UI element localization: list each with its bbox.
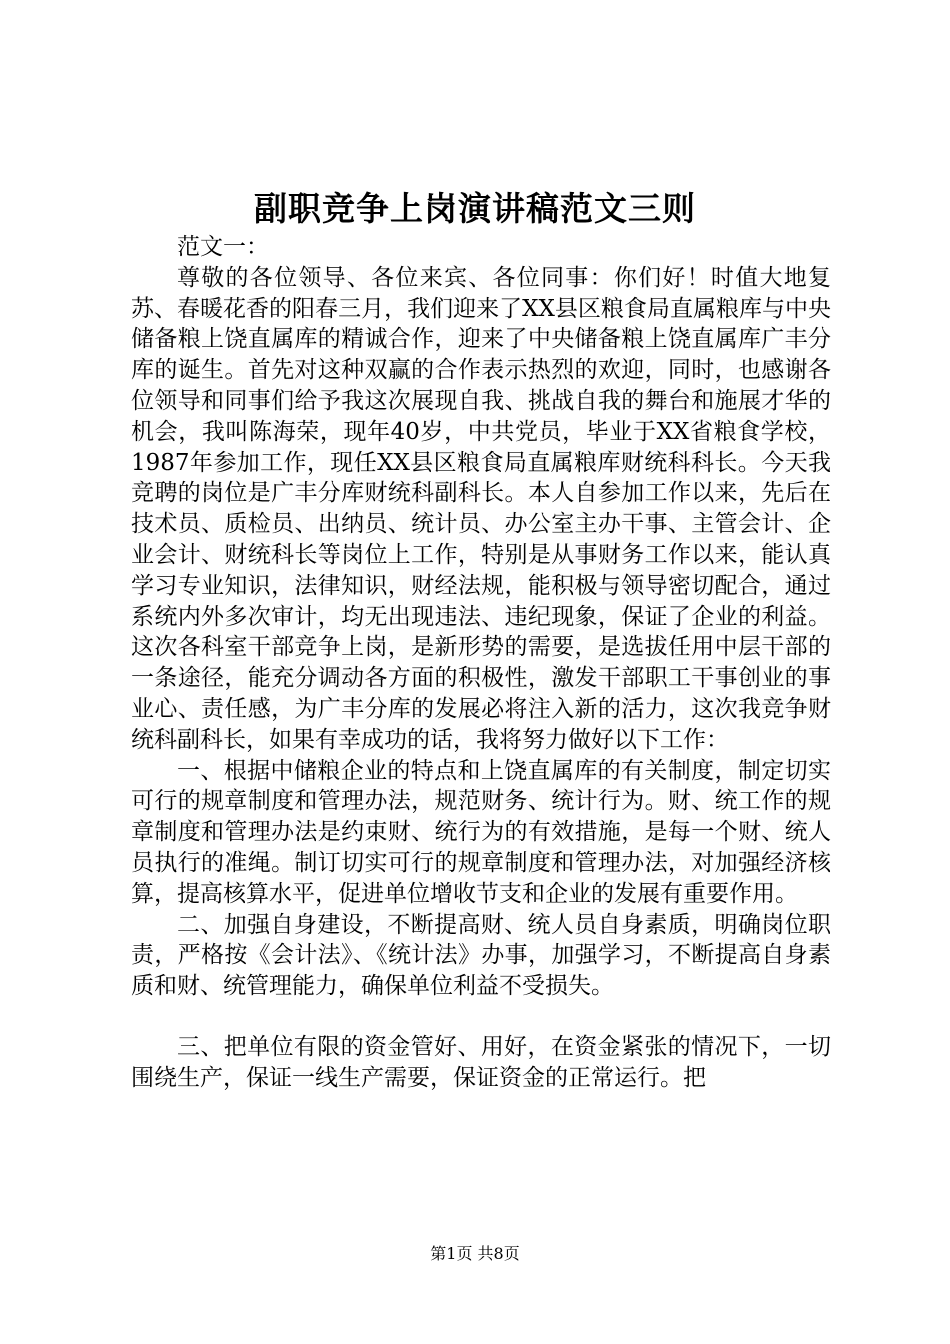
paragraph-point-one: 一、根据中储粮企业的特点和上饶直属库的有关制度，制定切实可行的规章制度和管理办法，规范财务、统计行为。财、统工作的规章制度和管理办法是约束财、统行为的有效措施，是每一个财、统人员执行的准绳。制订切实可行的规章制度和管理办法，对加强经济核算，提高核算水平，促进单位增收节支和企业的发展有重要作用。 <box>131 757 831 907</box>
paragraph-point-two: 二、加强自身建设，不断提高财、统人员自身素质，明确岗位职责，严格按《会计法》、《统计法》办事，加强学习，不断提高自身素质和财、统管理能力，确保单位利益不受损失。 <box>131 911 831 1000</box>
paragraph-intro: 尊敬的各位领导、各位来宾、各位同事：你们好！时值大地复苏、春暖花香的阳春三月，我们迎来了XX县区粮食局直属粮库与中央储备粮上饶直属库的精诚合作，迎来了中央储备粮上饶直属库广丰分库的诞生。首先对这种双赢的合作表示热烈的欢迎，同时，也感谢各位领导和同事们给予我这次展现自我、挑战自我的舞台和施展才华的机会，我叫陈海荣，现年40岁，中共党员，毕业于XX省粮食学校，1987年参加工作，现任XX县区粮食局直属粮库财统科科长。今天我竞聘的岗位是广丰分库财统科副科长。本人自参加工作以来，先后在技术员、质检员、出纳员、统计员、办公室主办干事、主管会计、企业会计、财统科长等岗位上工作，特别是从事财务工作以来，能认真学习专业知识，法律知识，财经法规，能积极与领导密切配合，通过系统内外多次审计，均无出现违法、违纪现象，保证了企业的利益。这次各科室干部竞争上岗，是新形势的需要，是选拔任用中层干部的一条途径，能充分调动各方面的积极性，激发干部职工干事创业的事业心、责任感，为广丰分库的发展必将注入新的活力，这次我竞争财统科副科长，如果有幸成功的话，我将努力做好以下工作： <box>131 264 831 753</box>
document-body <box>131 232 831 1094</box>
paragraph-point-three: 三、把单位有限的资金管好、用好，在资金紧张的情况下，一切围绕生产，保证一线生产需要，保证资金的正常运行。把 <box>131 1033 831 1091</box>
document-title: 副职竞争上岗演讲稿范文三则 <box>254 189 696 228</box>
page-footer: 第1页 共8页 <box>430 1244 520 1263</box>
paragraph-heading: 范文一： <box>177 234 269 260</box>
